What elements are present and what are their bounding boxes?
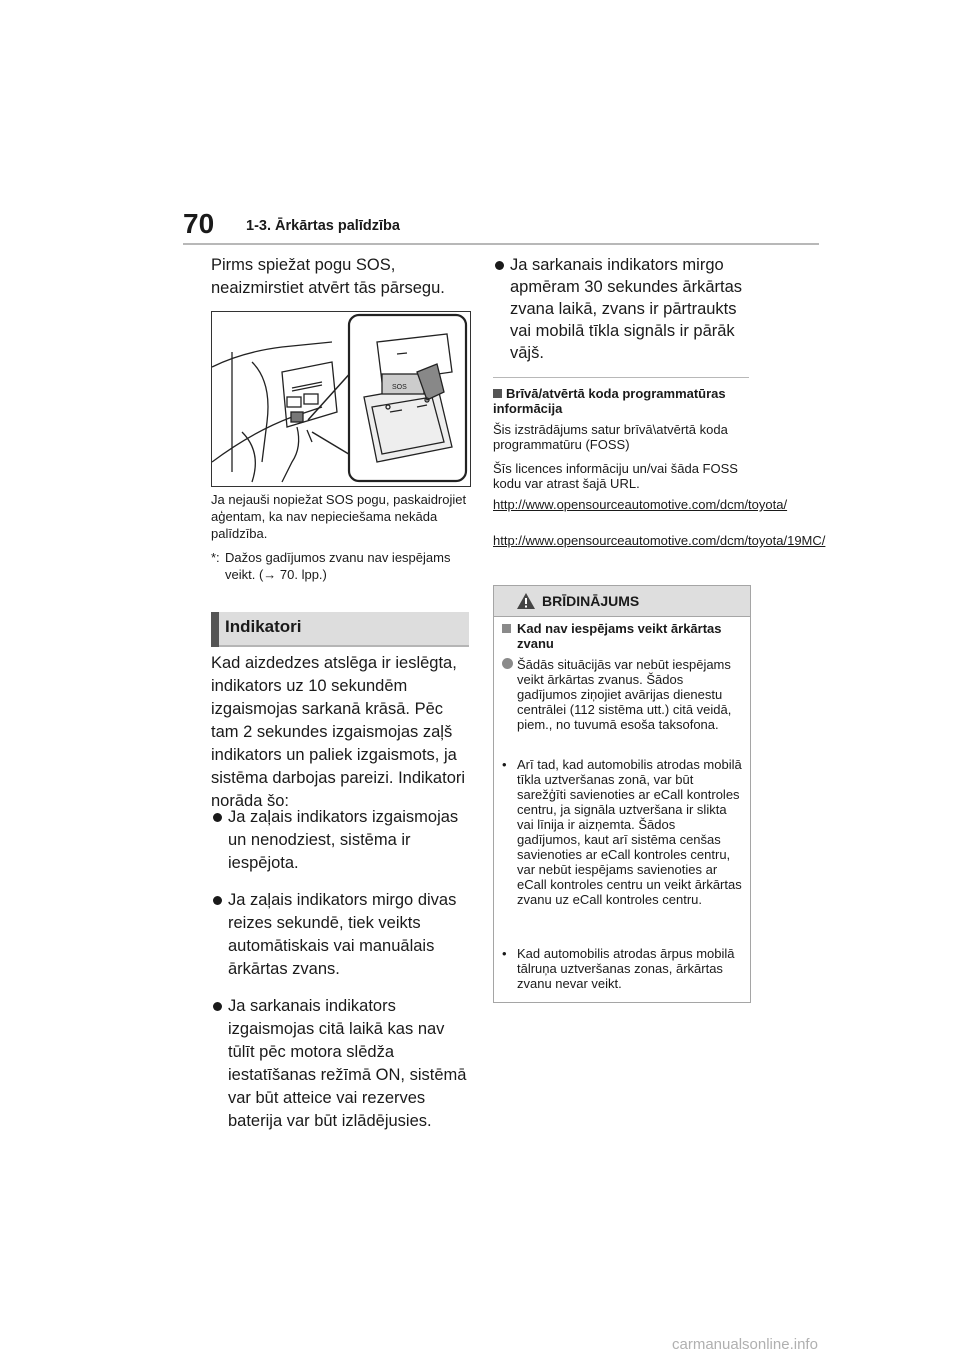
right-bullet-list: [493, 254, 749, 378]
list-item: Ja zaļais indikators izgaismojas un nenodziest, sistēma ir iespējota.: [211, 806, 469, 875]
indicator-paragraph: Kad aizdedzes atslēga ir ieslēgta, indikators uz 10 sekundēm izgaismojas sarkanā krāsā. Pēc tam 2 sekundes izgaismojas zaļš indikators un paliek izgaismots, ja sistēma darbojas pareizi. Indikatori norāda šo:: [211, 654, 466, 810]
bullet-icon: [213, 813, 222, 822]
warning-item-2: • Kad automobilis atrodas ārpus mobilā tālruņa uztveršanas zonas, ārkārtas zvanu nevar veikt.: [502, 946, 735, 991]
indicator-bullet-list: [211, 806, 469, 1147]
foss-link-2[interactable]: http://www.opensourceautomotive.com/dcm/toyota/19MC/: [493, 533, 826, 548]
warning-triangle-icon: [516, 592, 536, 610]
foss-paragraph-2: Šīs licences informāciju un/vai šāda FOSS kodu var atrast šajā URL.: [493, 461, 738, 491]
foss-paragraph-1: Šis izstrādājums satur brīvā\atvērtā koda programmatūru (FOSS): [493, 422, 728, 452]
figure-caption: Ja nejauši nopiežat SOS pogu, paskaidrojiet aģentam, ka nav nepieciešama nekāda palīdzība.: [211, 492, 467, 541]
warning-title: BRĪDINĀJUMS: [542, 593, 640, 609]
list-item: Ja sarkanais indikators izgaismojas citā laikā kas nav tūlīt pēc motora slēdža iestatīšanas režīmā ON, sistēmā var būt atteice vai rezerves baterija var būt izlādējusies.: [211, 995, 469, 1133]
list-item: Ja sarkanais indikators mirgo apmēram 30 sekundes ārkārtas zvana laikā, zvans ir pārtraukts vai mobilā tīkla signāls ir pārāk vājš.: [493, 254, 749, 364]
bullet-icon: [495, 261, 504, 270]
section-heading-indikatori: [211, 612, 469, 647]
footnote-mark: *:: [211, 550, 220, 565]
heading-accent-bar: [211, 612, 219, 647]
watermark: carmanualsonline.info: [672, 1336, 818, 1353]
warning-subheading: Kad nav iespējams veikt ārkārtas zvanu: [502, 621, 742, 651]
section-heading-text: Indikatori: [225, 617, 302, 636]
sos-label: SOS: [392, 384, 407, 391]
bullet-icon: [213, 896, 222, 905]
section-title: 1-3. Ārkārtas palīdzība: [246, 218, 400, 234]
header-divider: [183, 243, 819, 245]
page-number: 70: [183, 208, 215, 239]
intro-text: Pirms spiežat pogu SOS, neaizmirstiet atvērt tās pārsegu.: [211, 256, 445, 297]
list-item: Ja zaļais indikators mirgo divas reizes sekundē, tiek veikts automātiskais vai manuālais ārkārtas zvans.: [211, 889, 469, 981]
right-divider: [493, 377, 749, 378]
square-bullet-icon: [502, 624, 511, 633]
warning-box: [493, 585, 751, 1003]
square-bullet-icon: [493, 389, 502, 398]
foss-heading: Brīvā/atvērtā koda programmatūras informācija: [493, 386, 726, 416]
foss-link-1[interactable]: http://www.opensourceautomotive.com/dcm/toyota/: [493, 497, 788, 512]
warning-item-1: • Arī tad, kad automobilis atrodas mobilā tīkla uztveršanas zonā, var būt sarežģīti savienoties ar eCall kontroles centru, ja signāla uztveršana ir slikta vai līnija ir aizņemta. Šādos gadījumos, kaut arī sistēma cenšas savienoties ar eCall kontroles centru, var nebūt iespējams savienoties ar eCall kontroles centru un veikt ārkārtas zvanu uz eCall kontroles centru.: [502, 757, 742, 907]
footnote: [211, 549, 469, 583]
warning-header: [494, 586, 750, 617]
circle-bullet-icon: [502, 658, 513, 669]
sos-button-illustration: [211, 311, 471, 487]
footnote-text: Dažos gadījumos zvanu nav iespējams veikt. (→ 70. lpp.): [225, 550, 451, 582]
bullet-icon: [213, 1002, 222, 1011]
warning-main-text: Šādās situācijās var nebūt iespējams veikt ārkārtas zvanus. Šādos gadījumos ziņojiet avārijas dienestu centrālei (112 sistēma utt.) citā veidā, piem., no tuvumā esoša taksofona.: [502, 657, 742, 732]
overhead-console-drawing: [212, 312, 470, 486]
